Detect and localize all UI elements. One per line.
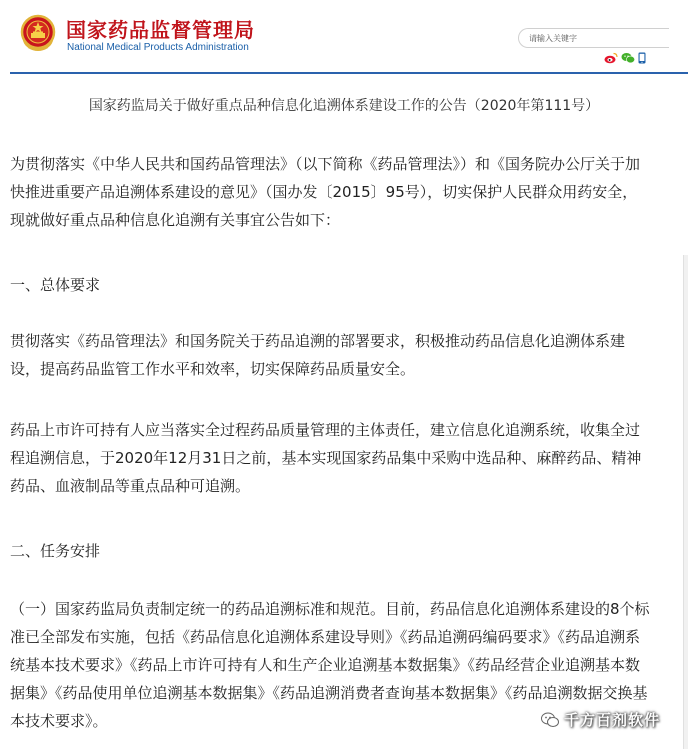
general-requirements-paragraph-1: 贯彻落实《药品管理法》和国务院关于药品追溯的部署要求，积极推动药品信息化追溯体系建设，提高药品监管工作水平和效率，切实保障药品质量安全。 <box>10 332 626 378</box>
site-title[interactable]: 国家药品监督管理局 <box>66 18 255 42</box>
search-box <box>518 28 669 48</box>
search-input[interactable] <box>529 30 659 46</box>
watermark-text: 千方百剂软件 <box>564 711 661 729</box>
page-scroll-edge <box>683 255 688 749</box>
site-subtitle: National Medical Products Administration <box>67 42 249 53</box>
task-arrangement-paragraph-1: （一）国家药监局负责制定统一的药品追溯标准和规范。目前，药品信息化追溯体系建设的8个标准已全部发布实施，包括《药品信息化追溯体系建设导则》《药品追溯码编码要求》《药品追溯系统基本技术要求》《药品上市许可持有人和生产企业追溯基本数据集》《药品经营企业追溯基本数据集》《药品使用单位追溯基本数据集》《药品追溯消费者查询基本数据集》《药品追溯数据交换基本技术要求》。 <box>10 600 650 730</box>
general-requirements-paragraph-2: 药品上市许可持有人应当落实全过程药品质量管理的主体责任，建立信息化追溯系统，收集全过程追溯信息，于2020年12月31日之前，基本实现国家药品集中采购中选品种、麻醉药品、精神药品、血液制品等重点品种可追溯。 <box>10 421 642 495</box>
notice-title: 国家药监局关于做好重点品种信息化追溯体系建设工作的公告（2020年第111号） <box>88 98 600 114</box>
national-emblem-icon[interactable] <box>20 14 56 54</box>
header-divider <box>10 72 688 74</box>
mobile-icon[interactable] <box>638 52 646 64</box>
site-header <box>0 0 688 72</box>
intro-paragraph: 为贯彻落实《中华人民共和国药品管理法》（以下简称《药品管理法》）和《国务院办公厅关于加快推进重要产品追溯体系建设的意见》（国办发〔2015〕95号），切实保护人民群众用药安全，现就做好重点品种信息化追溯有关事宜公告如下： <box>10 155 641 229</box>
section-heading-task-arrangement: 二、任务安排 <box>10 542 101 560</box>
section-heading-general-requirements: 一、总体要求 <box>10 276 101 294</box>
weibo-icon[interactable] <box>604 52 618 64</box>
wechat-official-account-icon <box>540 711 560 729</box>
wechat-icon[interactable] <box>621 52 635 64</box>
